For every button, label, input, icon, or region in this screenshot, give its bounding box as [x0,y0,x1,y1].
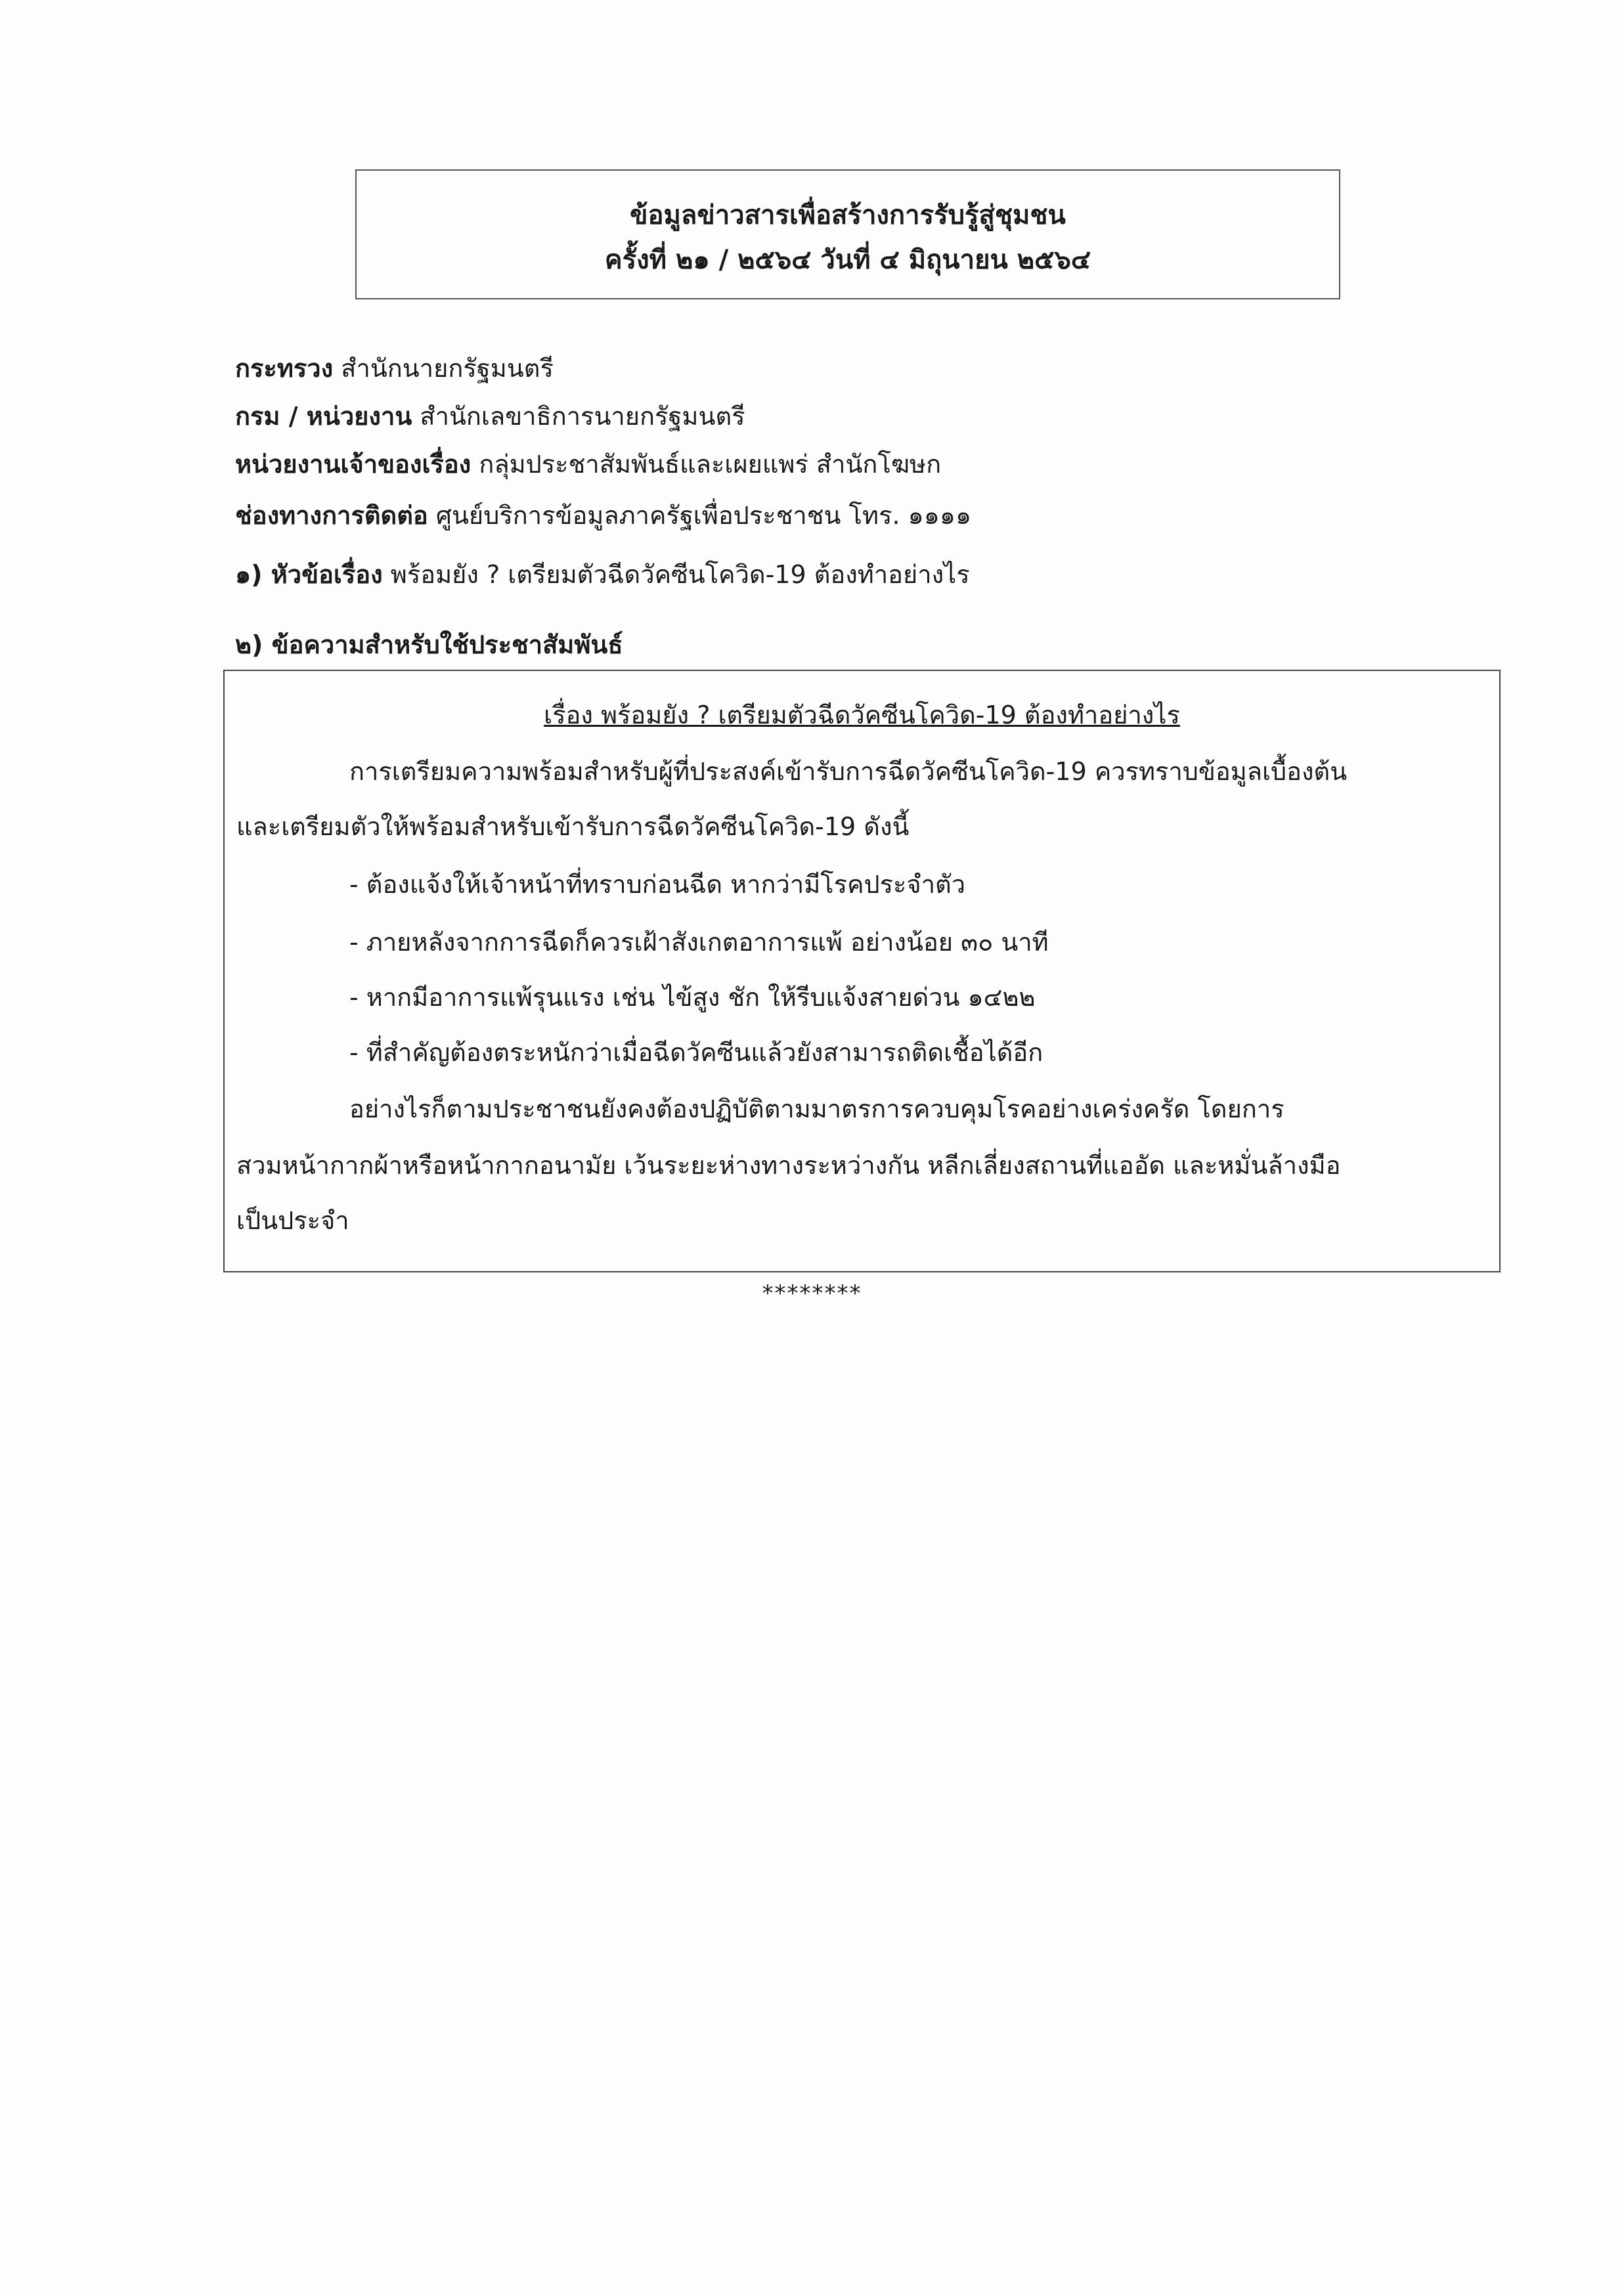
owner-value: กลุ่มประชาสัมพันธ์และเผยแพร่ สำนักโฆษก [479,450,942,479]
department-label: กรม / หน่วยงาน [235,402,412,431]
pr-paragraph-2-line-3: เป็นประจำ [236,1206,349,1235]
contact-label: ช่องทางการติดต่อ [235,501,428,530]
pr-paragraph-2-line-2: สวมหน้ากากผ้าหรือหน้ากากอนามัย เว้นระยะห่างทางระหว่างกัน หลีกเลี่ยงสถานที่แออัด และหมั่นล้างมือ [236,1151,1341,1180]
pr-heading-label: ๒) ข้อความสำหรับใช้ประชาสัมพันธ์ [235,630,623,659]
pr-bullet-item: - ต้องแจ้งให้เจ้าหน้าที่ทราบก่อนฉีด หากว่ามีโรคประจำตัว [349,870,966,899]
topic-value: พร้อมยัง ? เตรียมตัวฉีดวัคซีนโควิด-19 ต้องทำอย่างไร [390,560,970,589]
department-line [235,400,745,433]
pr-paragraph-2-line-1: อย่างไรก็ตามประชาชนยังคงต้องปฏิบัติตามมาตรการควบคุมโรคอย่างเคร่งครัด โดยการ [349,1094,1284,1123]
end-of-document-mark: ******** [762,1280,862,1307]
pr-bullet-item: - ที่สำคัญต้องตระหนักว่าเมื่อฉีดวัคซีนแล้วยังสามารถติดเชื้อได้อีก [349,1038,1043,1067]
owner-label: หน่วยงานเจ้าของเรื่อง [235,450,472,479]
contact-line [235,499,971,532]
ministry-value: สำนักนายกรัฐมนตรี [341,354,554,383]
header-box [355,169,1340,299]
topic-line [235,558,970,591]
pr-title: เรื่อง พร้อมยัง ? เตรียมตัวฉีดวัคซีนโควิด-19 ต้องทำอย่างไร [544,701,1180,729]
contact-value: ศูนย์บริการข้อมูลภาครัฐเพื่อประชาชน โทร. ๑๑๑๑ [435,501,972,530]
header-title: ข้อมูลข่าวสารเพื่อสร้างการรับรู้สู่ชุมชน [630,200,1066,230]
owner-line [235,448,941,481]
header-issue-date: ครั้งที่ ๒๑ / ๒๕๖๔ วันที่ ๔ มิถุนายน ๒๕๖๔ [604,245,1091,275]
topic-label: ๑) หัวข้อเรื่อง [235,560,383,589]
pr-paragraph-1-line-1: การเตรียมความพร้อมสำหรับผู้ที่ประสงค์เข้ารับการฉีดวัคซีนโควิด-19 ควรทราบข้อมูลเบื้องต้น [349,757,1348,786]
ministry-line [235,352,554,385]
pr-heading-line [235,628,623,661]
pr-bullet-item: - ภายหลังจากการฉีดก็ควรเฝ้าสังเกตอาการแพ้ อย่างน้อย ๓๐ นาที [349,928,1049,957]
pr-bullet-item: - หากมีอาการแพ้รุนแรง เช่น ไข้สูง ชัก ให้รีบแจ้งสายด่วน ๑๔๒๒ [349,983,1036,1012]
department-value: สำนักเลขาธิการนายกรัฐมนตรี [420,402,745,431]
pr-paragraph-1-line-2: และเตรียมตัวให้พร้อมสำหรับเข้ารับการฉีดวัคซีนโควิด-19 ดังนี้ [236,812,910,841]
ministry-label: กระทรวง [235,354,334,383]
pr-message-box [223,670,1501,1272]
